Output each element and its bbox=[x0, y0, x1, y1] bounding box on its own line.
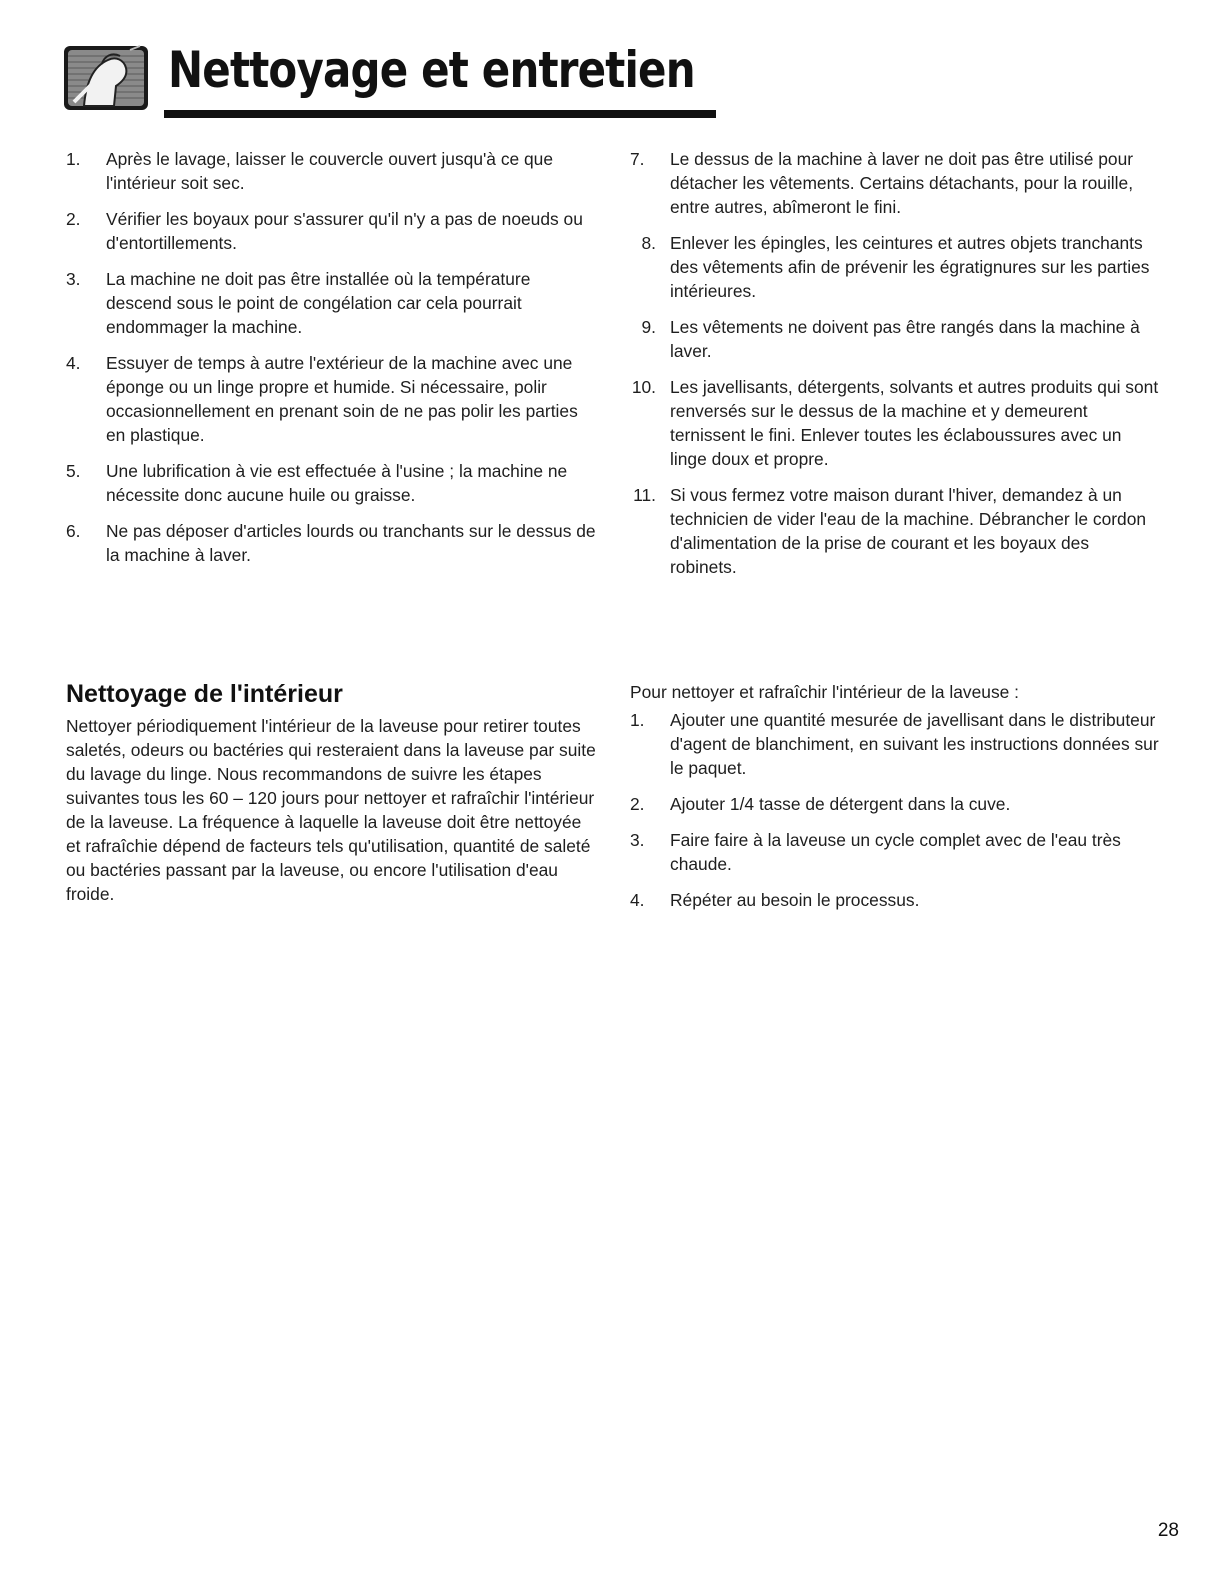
item-number: 2. bbox=[66, 209, 81, 229]
step-text: Faire faire à la laveuse un cycle complet avec de l'eau très chaude. bbox=[670, 830, 1121, 874]
step-number: 4. bbox=[630, 890, 645, 910]
step-item bbox=[630, 708, 1160, 780]
section-title: Nettoyage de l'intérieur bbox=[66, 680, 343, 708]
step-text: Ajouter une quantité mesurée de javellisant dans le distributeur d'agent de blanchiment, en suivant les instructions données sur le paquet. bbox=[670, 710, 1159, 778]
item-text: La machine ne doit pas être installée où la température descend sous le point de congélation car cela pourrait endommager la machine. bbox=[106, 269, 531, 337]
interior-cleaning-steps bbox=[630, 680, 1160, 924]
list-item bbox=[630, 375, 1160, 471]
item-text: Ne pas déposer d'articles lourds ou tranchants sur le dessus de la machine à laver. bbox=[106, 521, 596, 565]
item-number: 3. bbox=[66, 269, 81, 289]
item-text: Une lubrification à vie est effectuée à l'usine ; la machine ne nécessite donc aucune huile ou graisse. bbox=[106, 461, 568, 505]
list-item bbox=[630, 315, 1160, 363]
list-item bbox=[66, 207, 596, 255]
item-number: 8. bbox=[641, 233, 656, 253]
interior-cleaning-section bbox=[66, 678, 596, 906]
step-number: 2. bbox=[630, 794, 645, 814]
item-number: 11. bbox=[633, 485, 656, 505]
step-item bbox=[630, 888, 1160, 912]
maintenance-list-right bbox=[630, 147, 1160, 591]
step-item bbox=[630, 828, 1160, 876]
steps-intro: Pour nettoyer et rafraîchir l'intérieur de la laveuse : bbox=[630, 682, 1020, 702]
step-text: Ajouter 1/4 tasse de détergent dans la cuve. bbox=[670, 794, 1011, 814]
list-item bbox=[66, 147, 596, 195]
section-paragraph: Nettoyer périodiquement l'intérieur de la laveuse pour retirer toutes saletés, odeurs ou bactéries qui resteraient dans la laveuse par suite du lavage du linge. Nous recommandons de suivre les étapes suivantes tous les 60 – 120 jours pour nettoyer et rafraîchir l'intérieur de la laveuse. La fréquence à laquelle la laveuse doit être nettoyée et rafraîchie dépend de facteurs tels qu'utilisation, quantité de saleté ou bactéries passant par la laveuse, ou encore l'utilisation d'eau froide. bbox=[66, 716, 596, 904]
item-text: Le dessus de la machine à laver ne doit pas être utilisé pour détacher les vêtements. Certains détachants, pour la rouille, entre autres, abîmeront le fini. bbox=[670, 149, 1134, 217]
list-item bbox=[66, 267, 596, 339]
item-text: Les vêtements ne doivent pas être rangés dans la machine à laver. bbox=[670, 317, 1140, 361]
step-number: 3. bbox=[630, 830, 645, 850]
list-item bbox=[66, 519, 596, 567]
title-underline bbox=[164, 110, 716, 118]
item-number: 6. bbox=[66, 521, 81, 541]
page-header bbox=[60, 30, 695, 122]
page-title: Nettoyage et entretien bbox=[168, 41, 695, 99]
washer-cleaning-icon bbox=[64, 42, 152, 112]
item-text: Vérifier les boyaux pour s'assurer qu'il n'y a pas de noeuds ou d'entortillements. bbox=[106, 209, 583, 253]
list-item bbox=[66, 459, 596, 507]
page-number: 28 bbox=[1157, 1520, 1179, 1541]
item-text: Si vous fermez votre maison durant l'hiver, demandez à un technicien de vider l'eau de la machine. Débrancher le cordon d'alimentation de la prise de courant et les boyaux des robinets. bbox=[670, 485, 1147, 577]
item-number: 10. bbox=[631, 377, 656, 397]
list-item bbox=[630, 231, 1160, 303]
step-number: 1. bbox=[630, 710, 645, 730]
item-number: 9. bbox=[641, 317, 656, 337]
list-item bbox=[66, 351, 596, 447]
step-item bbox=[630, 792, 1160, 816]
item-text: Les javellisants, détergents, solvants et autres produits qui sont renversés sur le dessus de la machine et y demeurent ternissent le fini. Enlever toutes les éclaboussures avec un linge doux et propre. bbox=[670, 377, 1159, 469]
item-number: 5. bbox=[66, 461, 81, 481]
item-text: Enlever les épingles, les ceintures et autres objets tranchants des vêtements afin de prévenir les égratignures sur les parties intérieures. bbox=[670, 233, 1150, 301]
item-text: Après le lavage, laisser le couvercle ouvert jusqu'à ce que l'intérieur soit sec. bbox=[106, 149, 554, 193]
item-number: 1. bbox=[66, 149, 81, 169]
item-text: Essuyer de temps à autre l'extérieur de la machine avec une éponge ou un linge propre et humide. Si nécessaire, polir occasionnellement en prenant soin de ne pas polir les parties en plastique. bbox=[106, 353, 578, 445]
item-number: 7. bbox=[630, 149, 645, 169]
step-text: Répéter au besoin le processus. bbox=[670, 890, 920, 910]
item-number: 4. bbox=[66, 353, 81, 373]
maintenance-list-left bbox=[66, 147, 596, 579]
list-item bbox=[630, 147, 1160, 219]
list-item bbox=[630, 483, 1160, 579]
